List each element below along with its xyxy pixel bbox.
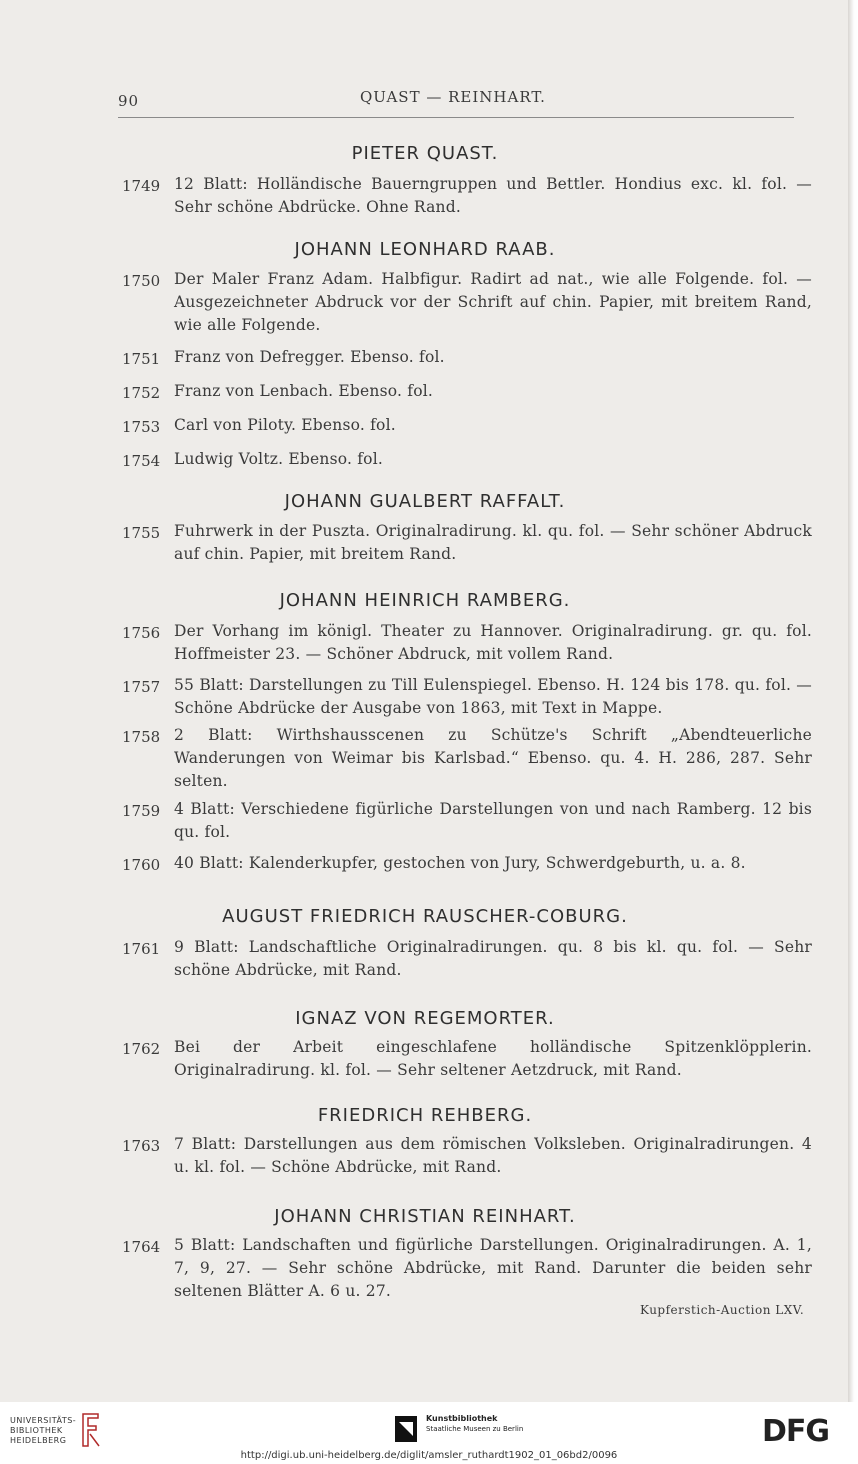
catalog-entry xyxy=(122,674,812,720)
section-heading: JOHANN CHRISTIAN REINHART. xyxy=(274,1206,576,1227)
kunstbibliothek-logo-icon xyxy=(395,1416,417,1442)
entry-number: 1758 xyxy=(122,728,161,746)
catalog-entry xyxy=(122,414,812,437)
entry-number: 1753 xyxy=(122,418,161,436)
entry-number: 1762 xyxy=(122,1040,161,1058)
entry-text: 4 Blatt: Verschiedene figürliche Darstellungen von und nach Ramberg. 12 bis qu. fol. xyxy=(174,800,812,841)
section-heading: AUGUST FRIEDRICH RAUSCHER-COBURG. xyxy=(222,906,628,927)
page-number: 90 xyxy=(118,92,140,110)
entry-text: 2 Blatt: Wirthshausscenen zu Schütze's Schrift „Abendteuerliche Wanderungen von Weimar bis Karlsbad.“ Ebenso. qu. 4. H. 286, 287. Sehr selten. xyxy=(174,726,812,790)
catalog-entry xyxy=(122,448,812,471)
entry-number: 1761 xyxy=(122,940,161,958)
kunstbibliothek-subtitle: Staatliche Museen zu Berlin xyxy=(426,1425,524,1433)
university-library-label xyxy=(10,1416,76,1446)
entry-number: 1757 xyxy=(122,678,161,696)
entry-text: Fuhrwerk in der Puszta. Originalradirung. kl. qu. fol. — Sehr schöner Abdruck auf chin. Papier, mit breitem Rand. xyxy=(174,522,812,563)
entry-number: 1751 xyxy=(122,350,161,368)
catalog-entry xyxy=(122,268,812,337)
catalog-entry xyxy=(122,173,812,219)
entry-number: 1764 xyxy=(122,1238,161,1256)
university-line: UNIVERSITÄTS- xyxy=(10,1416,77,1425)
university-line: BIBLIOTHEK xyxy=(10,1426,63,1435)
entry-number: 1749 xyxy=(122,177,161,195)
catalog-note: Kupferstich-Auction LXV. xyxy=(640,1303,805,1317)
section-heading: JOHANN HEINRICH RAMBERG. xyxy=(279,590,571,611)
entry-text: Carl von Piloty. Ebenso. fol. xyxy=(174,416,396,434)
catalog-entry xyxy=(122,520,812,566)
source-url[interactable]: http://digi.ub.uni-heidelberg.de/diglit/amsler_ruthardt1902_01_06bd2/0096 xyxy=(240,1450,618,1461)
entry-text: Ludwig Voltz. Ebenso. fol. xyxy=(174,450,383,468)
university-logo-icon xyxy=(80,1410,102,1450)
entry-text: Bei der Arbeit eingeschlafene holländische Spitzenklöpplerin. Originalradirung. kl. fol. — Sehr seltener Aetzdruck, mit Rand. xyxy=(174,1038,812,1079)
section-heading: JOHANN GUALBERT RAFFALT. xyxy=(284,491,566,512)
catalog-entry xyxy=(122,798,812,844)
dfg-logo: DFG xyxy=(762,1414,830,1449)
section-heading: JOHANN LEONHARD RAAB. xyxy=(294,239,556,260)
section-heading: IGNAZ VON REGEMORTER. xyxy=(295,1008,555,1029)
kunstbibliothek-label xyxy=(426,1414,523,1434)
section-heading: FRIEDRICH REHBERG. xyxy=(317,1105,533,1126)
running-title: QUAST — REINHART. xyxy=(360,88,546,106)
entry-text: Der Maler Franz Adam. Halbfigur. Radirt ad nat., wie alle Folgende. fol. — Ausgezeichneter Abdruck vor der Schrift auf chin. Papier, mit breitem Rand, wie alle Folgende. xyxy=(174,270,812,334)
entry-number: 1754 xyxy=(122,452,161,470)
catalog-entry xyxy=(122,936,812,982)
entry-number: 1756 xyxy=(122,624,161,642)
digitization-footer xyxy=(0,1402,858,1464)
catalog-entry xyxy=(122,346,812,369)
entry-text: Der Vorhang im königl. Theater zu Hannover. Originalradirung. gr. qu. fol. Hoffmeister 23. — Schöner Abdruck, mit vollem Rand. xyxy=(174,622,812,663)
section-heading: PIETER QUAST. xyxy=(351,143,499,164)
catalog-entry xyxy=(122,1133,812,1179)
catalog-entry xyxy=(122,724,812,793)
header-rule xyxy=(118,117,794,118)
entry-number: 1755 xyxy=(122,524,161,542)
entry-text: 5 Blatt: Landschaften und figürliche Darstellungen. Originalradirungen. A. 1, 7, 9, 27. — Sehr schöne Abdrücke, mit Rand. Darunter die beiden sehr seltenen Blätter A. 6 u. 27. xyxy=(174,1236,812,1300)
entry-number: 1763 xyxy=(122,1137,161,1155)
catalog-entry xyxy=(122,380,812,403)
entry-text: 12 Blatt: Holländische Bauerngruppen und Bettler. Hondius exc. kl. fol. — Sehr schöne Abdrücke. Ohne Rand. xyxy=(174,175,812,216)
page-edge xyxy=(848,0,858,1402)
catalog-entry xyxy=(122,620,812,666)
kunstbibliothek-title: Kunstbibliothek xyxy=(426,1414,498,1423)
university-line: HEIDELBERG xyxy=(10,1436,67,1445)
entry-text: 55 Blatt: Darstellungen zu Till Eulenspiegel. Ebenso. H. 124 bis 178. qu. fol. — Schöne Abdrücke der Ausgabe von 1863, mit Text in Mappe. xyxy=(174,676,812,717)
entry-text: Franz von Lenbach. Ebenso. fol. xyxy=(174,382,434,400)
catalog-entry xyxy=(122,1036,812,1082)
entry-text: 40 Blatt: Kalenderkupfer, gestochen von Jury, Schwerdgeburth, u. a. 8. xyxy=(174,854,746,872)
entry-text: 7 Blatt: Darstellungen aus dem römischen Volksleben. Originalradirungen. 4 u. kl. fol. — Schöne Abdrücke, mit Rand. xyxy=(174,1135,812,1176)
entry-number: 1760 xyxy=(122,856,161,874)
catalog-entry xyxy=(122,1234,812,1303)
entry-number: 1752 xyxy=(122,384,161,402)
entry-text: Franz von Defregger. Ebenso. fol. xyxy=(174,348,445,366)
entry-number: 1750 xyxy=(122,272,161,290)
entry-number: 1759 xyxy=(122,802,161,820)
entry-text: 9 Blatt: Landschaftliche Originalradirungen. qu. 8 bis kl. qu. fol. — Sehr schöne Abdrücke, mit Rand. xyxy=(174,938,812,979)
catalog-entry xyxy=(122,852,812,875)
